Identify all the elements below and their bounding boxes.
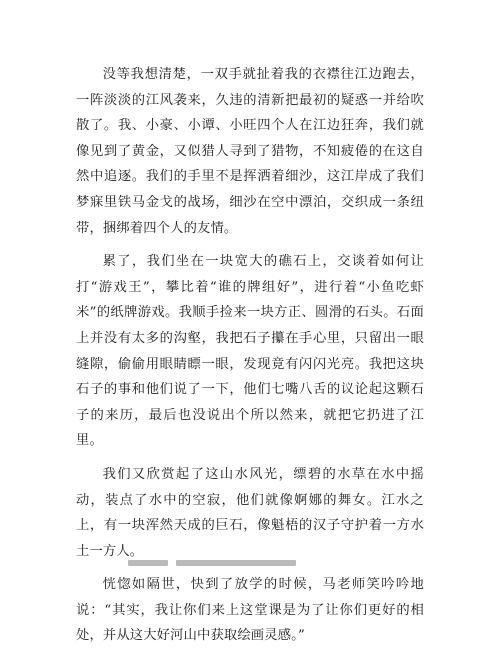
cut-off-text-fragment (128, 560, 168, 566)
paragraph-2: 累了，我们坐在一块宽大的礁石上，交谈着如何让打“游戏王”，攀比着“谁的牌组好”，进行着“小鱼吃虾米”的纸牌游戏。我顺手捡来一块方正、圆滑的石头。石面上并没有太多的沟壑，我把石子攥在手心里，只留出一眼缝隙，偷偷用眼睛瞟一眼，发现竟有闪闪光亮。我把这块石子的事和他们说了一下，他们七嘴八舌的议论起这颗石子的来历，最后也没说出个所以然来，就把它扔进了江里。 (76, 254, 424, 449)
cut-off-next-line (0, 556, 500, 566)
document-body (76, 62, 424, 657)
cut-off-text-fragment (176, 560, 296, 566)
paragraph-1: 没等我想清楚，一双手就扯着我的衣襟往江边跑去，一阵淡淡的江风袭来，久违的清新把最初的疑惑一并给吹散了。我、小豪、小谭、小旺四个人在江边狂奔，我们就像见到了黄金，又似猎人寻到了猎物，不知疲倦的在这自然中追逐。我们的手里不是挥洒着细沙，这江岸成了我们梦寐里铁马金戈的战场，细沙在空中漂泊，交织成一条纽带，捆绑着四个人的友情。 (76, 67, 424, 236)
paragraph-4: 恍惚如隔世，快到了放学的时候，马老师笑吟吟地说：“其实，我让你们来上这堂课是为了让你们更好的相处，并从这大好河山中获取绘画灵感。” (76, 577, 424, 644)
paragraph-3: 我们又欣赏起了这山水风光，缥碧的水草在水中摇动，装点了水中的空寂，他们就像婀娜的舞女。江水之上，有一块浑然天成的巨石，像魁梧的汉子守护着一方水土一方人。 (76, 466, 424, 559)
